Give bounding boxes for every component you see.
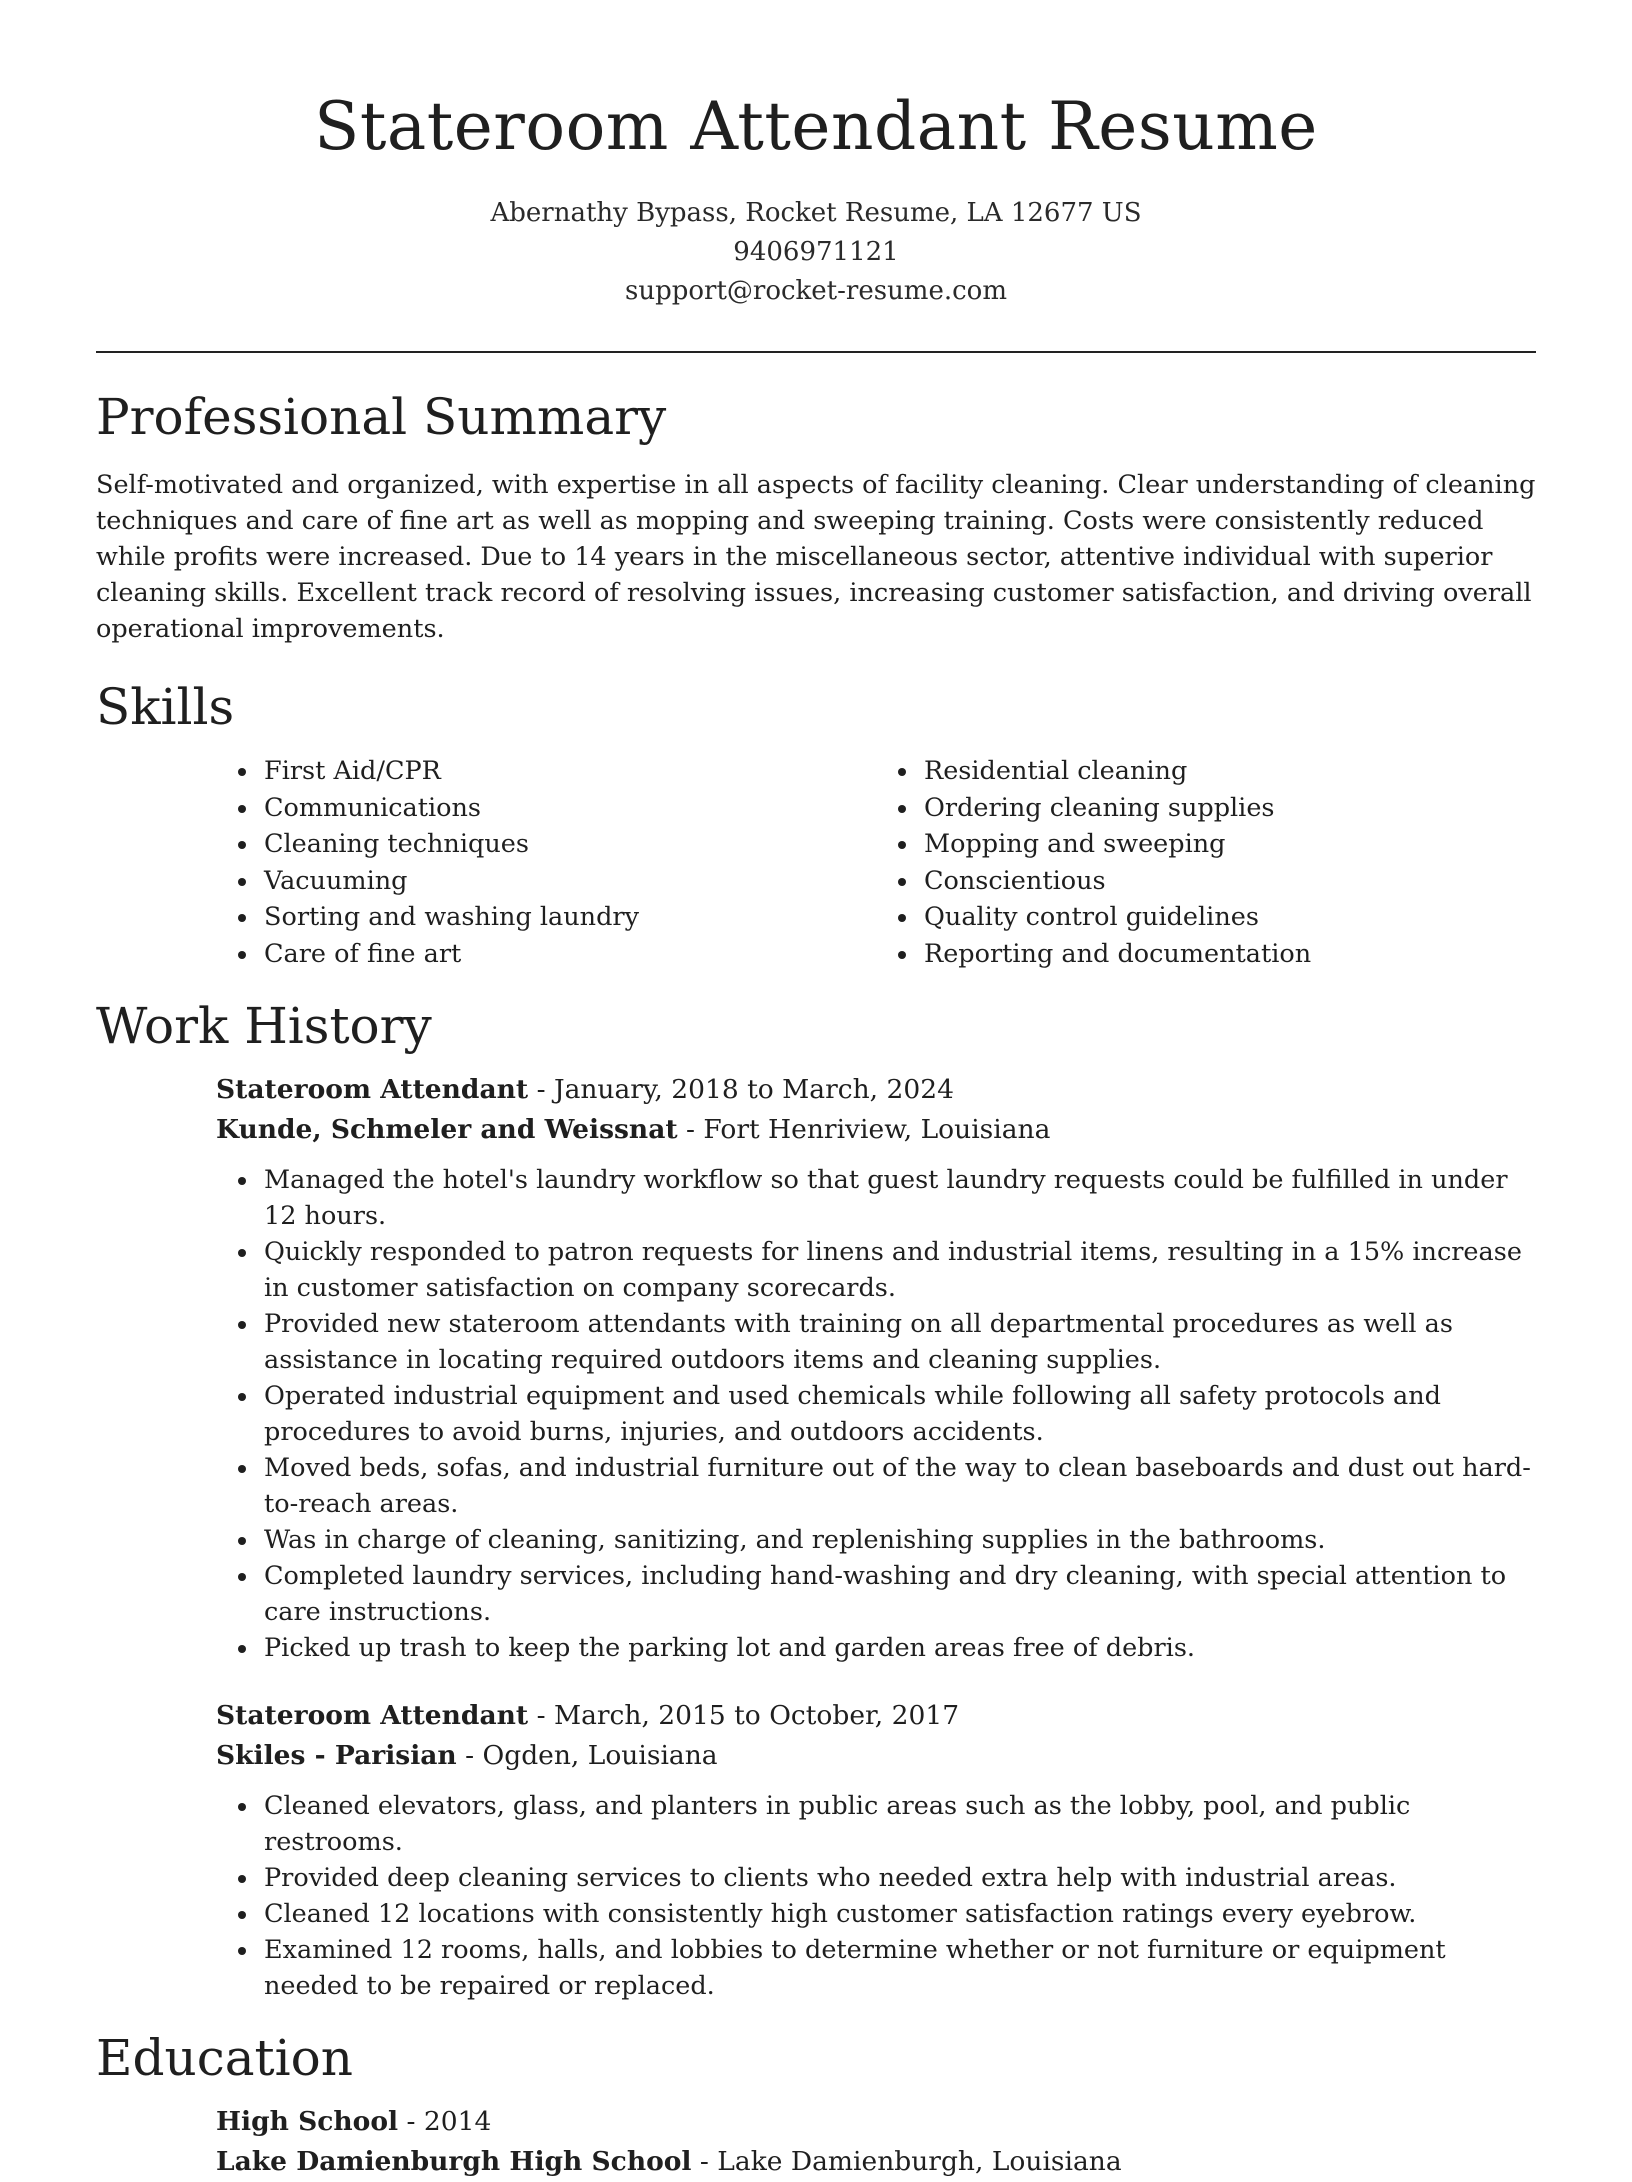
- job-dates: - January, 2018 to March, 2024: [528, 1074, 954, 1105]
- skill-item: • Cleaning techniques: [260, 826, 876, 863]
- header-divider: [96, 351, 1536, 353]
- job-role: Stateroom Attendant: [216, 1074, 529, 1105]
- contact-block: [96, 194, 1536, 311]
- job-entry: [216, 1070, 1536, 1666]
- duty-item: • Moved beds, sofas, and industrial furniture out of the way to clean baseboards and dust out hard-to-reach areas.: [260, 1450, 1540, 1522]
- school-name: Lake Damienburgh High School: [216, 2146, 692, 2177]
- skill-item: • Quality control guidelines: [920, 899, 1536, 936]
- duty-item: • Cleaned elevators, glass, and planters in public areas such as the lobby, pool, and public restrooms.: [260, 1788, 1540, 1860]
- skill-item: • Residential cleaning: [920, 753, 1536, 790]
- school-location: - Lake Damienburgh, Louisiana: [691, 2146, 1122, 2177]
- duty-item: • Quickly responded to patron requests for linens and industrial items, resulting in a 15% increase in customer satisfaction on company scorecards.: [260, 1234, 1540, 1306]
- skill-item: • Ordering cleaning supplies: [920, 790, 1536, 827]
- duty-item: • Picked up trash to keep the parking lot and garden areas free of debris.: [260, 1630, 1540, 1666]
- job-company: Kunde, Schmeler and Weissnat: [216, 1114, 678, 1145]
- job-title-line: [216, 1696, 1536, 1736]
- summary-heading: Professional Summary: [96, 388, 667, 446]
- education-entry: [216, 2102, 1536, 2182]
- skill-item: • Sorting and washing laundry: [260, 899, 876, 936]
- skills-columns: [216, 753, 1536, 972]
- job-company: Skiles - Parisian: [216, 1740, 457, 1771]
- duty-item: • Was in charge of cleaning, sanitizing, and replenishing supplies in the bathrooms.: [260, 1522, 1540, 1558]
- summary-section: [96, 385, 1536, 647]
- school-line: [216, 2142, 1536, 2182]
- skills-list-right: [876, 753, 1536, 972]
- resume-page: [96, 0, 1536, 2182]
- job-location: - Ogden, Louisiana: [456, 1740, 718, 1771]
- skill-item: • Mopping and sweeping: [920, 826, 1536, 863]
- resume-title: Stateroom Attendant Resume: [314, 88, 1318, 165]
- degree-line: [216, 2102, 1536, 2142]
- work-history-heading: Work History: [96, 997, 432, 1055]
- degree: High School: [216, 2106, 399, 2137]
- duty-item: • Managed the hotel's laundry workflow so that guest laundry requests could be fulfilled in under 12 hours.: [260, 1162, 1540, 1234]
- job-location: - Fort Henriview, Louisiana: [677, 1114, 1051, 1145]
- duty-item: • Examined 12 rooms, halls, and lobbies to determine whether or not furniture or equipment needed to be repaired or replaced.: [260, 1932, 1540, 2004]
- phone: 9406971121: [733, 237, 899, 267]
- duty-item: • Provided new stateroom attendants with training on all departmental procedures as well as assistance in locating required outdoors items and cleaning supplies.: [260, 1306, 1540, 1378]
- duty-item: • Operated industrial equipment and used chemicals while following all safety protocols and procedures to avoid burns, injuries, and outdoors accidents.: [260, 1378, 1540, 1450]
- skills-heading: Skills: [96, 678, 235, 736]
- job-title-line: [216, 1070, 1536, 1110]
- skill-item: • Reporting and documentation: [920, 936, 1536, 973]
- skill-item: • Vacuuming: [260, 863, 876, 900]
- education-section: [96, 2026, 1536, 2182]
- education-heading: Education: [96, 2029, 353, 2087]
- job-dates: - March, 2015 to October, 2017: [528, 1700, 960, 1731]
- skill-item: • Care of fine art: [260, 936, 876, 973]
- job-company-line: [216, 1110, 1536, 1150]
- job-role: Stateroom Attendant: [216, 1700, 529, 1731]
- address: Abernathy Bypass, Rocket Resume, LA 12677 US: [490, 198, 1142, 228]
- job-duties: [216, 1162, 1540, 1666]
- skills-section: [96, 675, 1536, 972]
- job-entry: [216, 1696, 1536, 2004]
- duty-item: • Cleaned 12 locations with consistently high customer satisfaction ratings every eyebrow.: [260, 1896, 1540, 1932]
- duty-item: • Completed laundry services, including hand-washing and dry cleaning, with special attention to care instructions.: [260, 1558, 1540, 1630]
- email: support@rocket-resume.com: [624, 276, 1007, 306]
- skill-item: • Communications: [260, 790, 876, 827]
- job-duties: [216, 1788, 1540, 2004]
- duty-item: • Provided deep cleaning services to clients who needed extra help with industrial areas.: [260, 1860, 1540, 1896]
- resume-header: [96, 0, 1536, 311]
- skill-item: • First Aid/CPR: [260, 753, 876, 790]
- summary-text: Self-motivated and organized, with expertise in all aspects of facility cleaning. Clear understanding of cleaning techniques and care of fine art as well as mopping and sweeping training. Costs were consistently reduced while profits were increased. Due to 14 years in the miscellaneous sector, attentive individual with superior cleaning skills. Excellent track record of resolving issues, increasing customer satisfaction, and driving overall operational improvements.: [96, 470, 1536, 644]
- job-company-line: [216, 1736, 1536, 1776]
- work-history-section: [96, 994, 1536, 2004]
- graduation-year: - 2014: [398, 2106, 492, 2137]
- skills-list-left: [216, 753, 876, 972]
- skill-item: • Conscientious: [920, 863, 1536, 900]
